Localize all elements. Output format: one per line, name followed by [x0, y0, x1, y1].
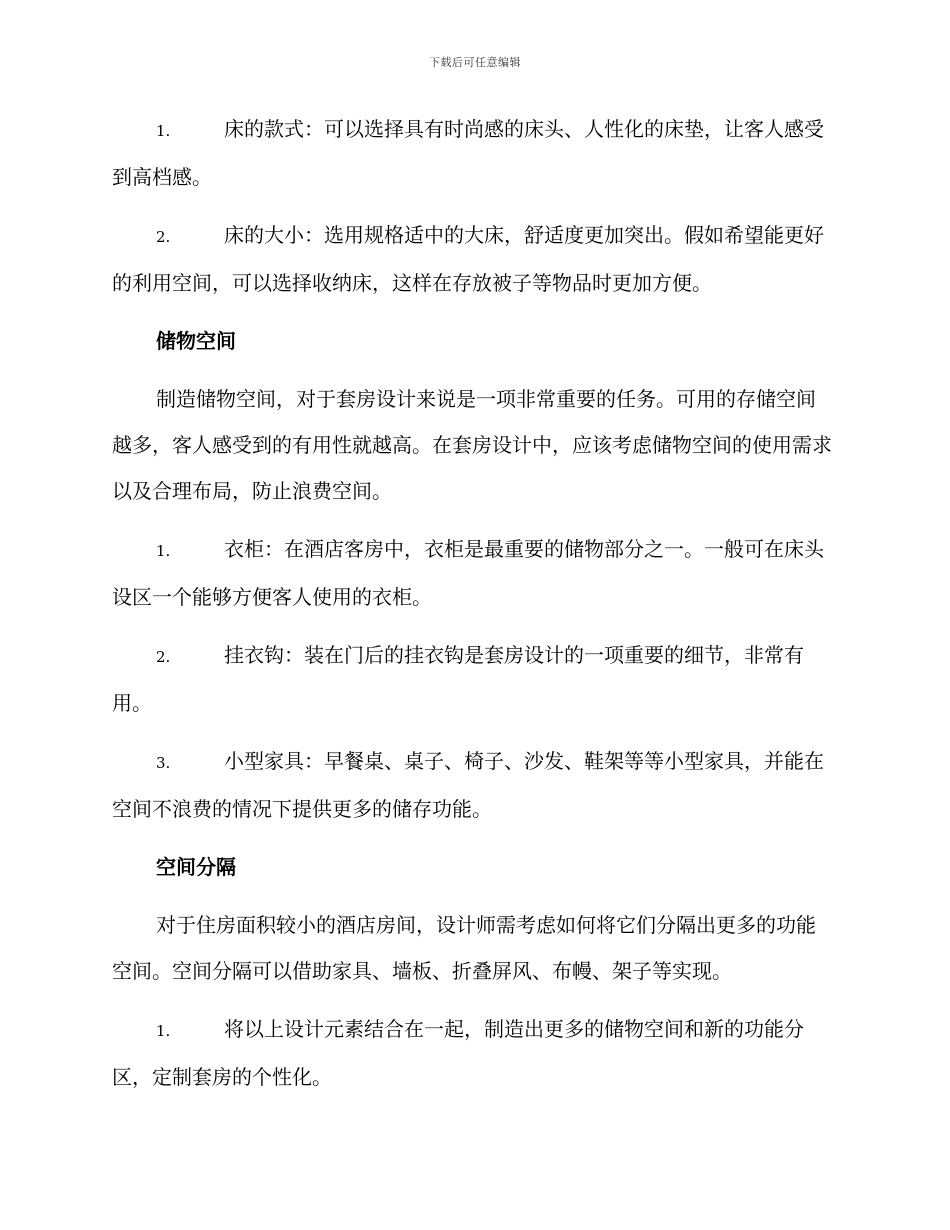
list-item	[112, 526, 832, 620]
list-number: 1.	[156, 122, 171, 140]
list-item	[112, 738, 832, 832]
list-item-text: 床的款式：可以选择具有时尚感的床头、人性化的床垫，让客人感受到高档感。	[112, 117, 824, 189]
list-item-text: 床的大小：选用规格适中的大床，舒适度更加突出。假如希望能更好的利用空间，可以选择收纳床，这样在存放被子等物品时更加方便。	[112, 223, 824, 295]
list-number: 2.	[156, 648, 171, 666]
document-body	[112, 106, 832, 1112]
section-heading: 空间分隔	[156, 855, 236, 879]
page-header: 下载后可任意编辑	[429, 56, 521, 69]
section-heading: 储物空间	[156, 329, 236, 353]
list-number: 1.	[156, 542, 171, 560]
list-item	[112, 1006, 832, 1100]
list-item-text: 挂衣钩：装在门后的挂衣钩是套房设计的一项重要的细节，非常有用。	[112, 643, 804, 715]
list-item-text: 小型家具：早餐桌、桌子、椅子、沙发、鞋架等等小型家具，并能在空间不浪费的情况下提供更多的储存功能。	[112, 749, 824, 821]
list-item	[112, 106, 832, 200]
list-number: 1.	[156, 1022, 171, 1040]
list-item-text: 将以上设计元素结合在一起，制造出更多的储物空间和新的功能分区，定制套房的个性化。	[112, 1017, 804, 1089]
list-item-text: 衣柜：在酒店客房中，衣柜是最重要的储物部分之一。一般可在床头设区一个能够方便客人使用的衣柜。	[112, 537, 824, 609]
list-item	[112, 212, 832, 306]
list-item	[112, 632, 832, 726]
paragraph: 对于住房面积较小的酒店房间，设计师需考虑如何将它们分隔出更多的功能空间。空间分隔可以借助家具、墙板、折叠屏风、布幔、架子等实现。	[112, 913, 816, 983]
list-number: 3.	[156, 754, 171, 772]
list-number: 2.	[156, 228, 171, 246]
paragraph: 制造储物空间，对于套房设计来说是一项非常重要的任务。可用的存储空间越多，客人感受到的有用性就越高。在套房设计中，应该考虑储物空间的使用需求以及合理布局，防止浪费空间。	[112, 387, 832, 503]
